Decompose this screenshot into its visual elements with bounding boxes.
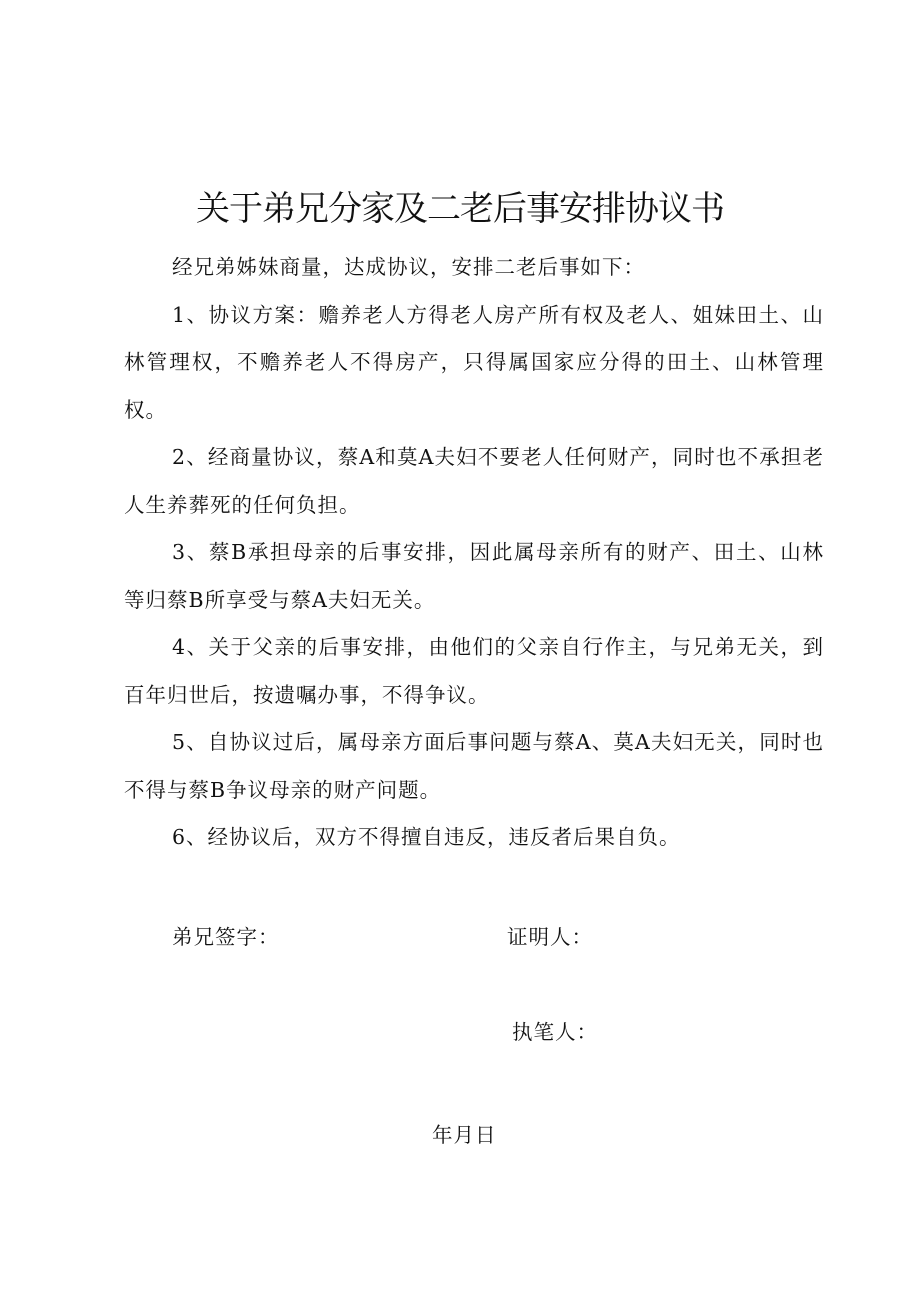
clause-5-paragraph: 5、自协议过后，属母亲方面后事问题与蔡A、莫A夫妇无关，同时也不得与蔡B争议母亲的财产问题。: [124, 730, 824, 802]
clause-3-paragraph: 3、蔡B承担母亲的后事安排，因此属母亲所有的财产、田土、山林等归蔡B所享受与蔡A夫妇无关。: [124, 540, 824, 612]
date-label: 年月日: [432, 1123, 497, 1147]
brothers-signature-label: 弟兄签字：: [172, 925, 280, 949]
clause-1-paragraph: 1、协议方案：赡养老人方得老人房产所有权及老人、姐妹田土、山林管理权，不赡养老人不得房产，只得属国家应分得的田土、山林管理权。: [124, 302, 824, 422]
clause-6-paragraph: 6、经协议后，双方不得擅自违反，违反者后果自负。: [172, 825, 681, 849]
document-title: 关于弟兄分家及二老后事安排协议书: [196, 189, 724, 229]
writer-signature-label: 执笔人：: [512, 1020, 598, 1044]
witness-signature-label: 证明人：: [507, 925, 593, 949]
intro-paragraph: 经兄弟姊妹商量，达成协议，安排二老后事如下：: [172, 255, 645, 279]
clause-2-paragraph: 2、经商量协议，蔡A和莫A夫妇不要老人任何财产，同时也不承担老人生养葬死的任何负担。: [124, 445, 824, 517]
document-body: [124, 244, 824, 862]
clause-4-paragraph: 4、关于父亲的后事安排，由他们的父亲自行作主，与兄弟无关，到百年归世后，按遗嘱办事，不得争议。: [124, 635, 824, 707]
